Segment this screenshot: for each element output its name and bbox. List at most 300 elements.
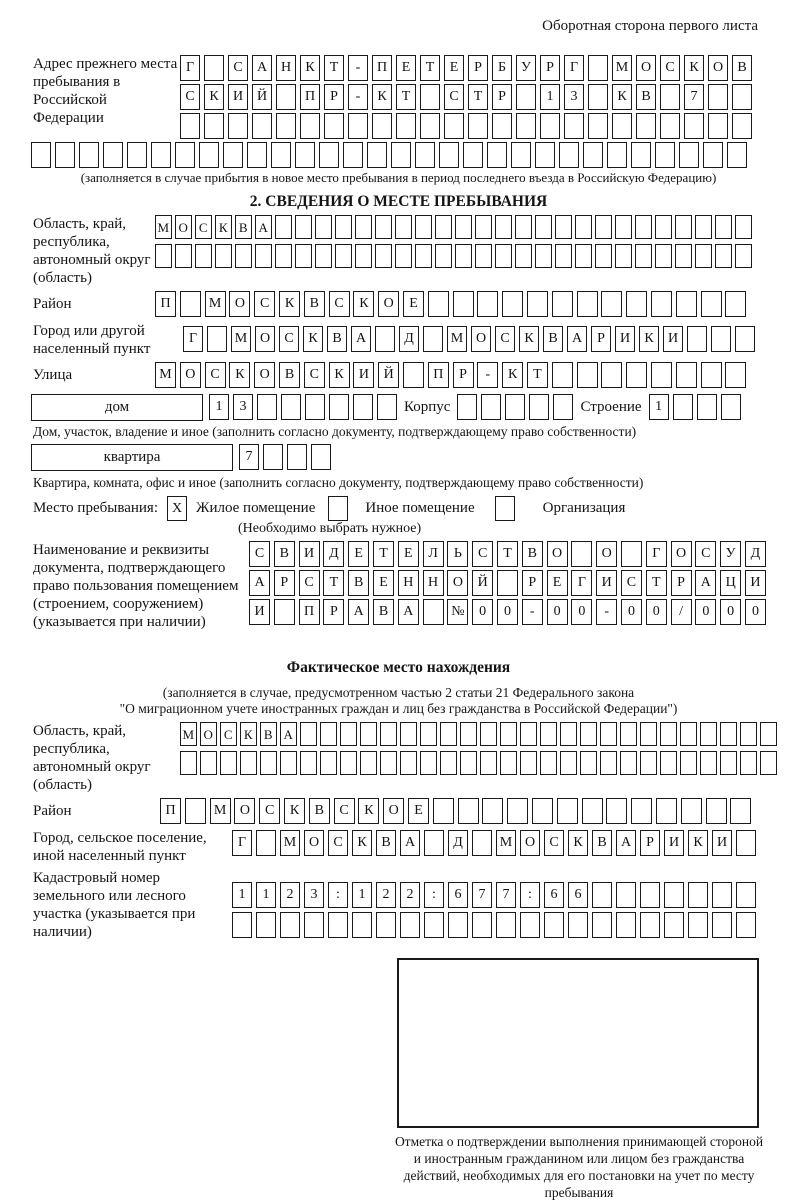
char-cell[interactable]: О bbox=[471, 326, 491, 352]
char-cell[interactable] bbox=[571, 541, 592, 567]
char-cell[interactable]: И bbox=[596, 570, 617, 596]
char-cell[interactable] bbox=[204, 55, 224, 81]
char-cell[interactable] bbox=[375, 326, 395, 352]
char-cell[interactable] bbox=[515, 244, 532, 268]
char-cell[interactable] bbox=[592, 912, 612, 938]
char-cell[interactable] bbox=[516, 84, 536, 110]
char-cell[interactable]: С bbox=[228, 55, 248, 81]
char-cell[interactable] bbox=[472, 912, 492, 938]
char-cell[interactable] bbox=[535, 215, 552, 239]
char-cell[interactable]: М bbox=[496, 830, 516, 856]
char-cell[interactable] bbox=[511, 142, 531, 168]
char-cell[interactable] bbox=[457, 394, 477, 420]
char-cell[interactable] bbox=[276, 84, 296, 110]
char-cell[interactable] bbox=[582, 798, 603, 824]
char-cell[interactable] bbox=[433, 798, 454, 824]
char-cell[interactable]: Р bbox=[323, 599, 344, 625]
char-cell[interactable]: Е bbox=[373, 570, 394, 596]
char-cell[interactable] bbox=[257, 394, 277, 420]
char-cell[interactable] bbox=[232, 912, 252, 938]
char-cell[interactable]: 3 bbox=[564, 84, 584, 110]
char-cell[interactable] bbox=[223, 142, 243, 168]
char-cell[interactable] bbox=[711, 326, 731, 352]
char-cell[interactable]: 3 bbox=[304, 882, 324, 908]
char-cell[interactable] bbox=[636, 113, 656, 139]
char-cell[interactable]: О bbox=[180, 362, 201, 388]
char-cell[interactable]: О bbox=[447, 570, 468, 596]
char-cell[interactable]: - bbox=[477, 362, 498, 388]
char-cell[interactable] bbox=[391, 142, 411, 168]
char-cell[interactable]: С bbox=[472, 541, 493, 567]
char-cell[interactable] bbox=[760, 722, 777, 746]
char-cell[interactable] bbox=[688, 912, 708, 938]
char-cell[interactable]: А bbox=[348, 599, 369, 625]
char-cell[interactable] bbox=[577, 291, 598, 317]
char-cell[interactable]: Т bbox=[373, 541, 394, 567]
char-cell[interactable]: 0 bbox=[621, 599, 642, 625]
char-cell[interactable] bbox=[480, 722, 497, 746]
char-cell[interactable] bbox=[355, 244, 372, 268]
char-cell[interactable]: К bbox=[240, 722, 257, 746]
char-cell[interactable] bbox=[420, 113, 440, 139]
char-cell[interactable] bbox=[588, 55, 608, 81]
char-cell[interactable] bbox=[280, 751, 297, 775]
char-cell[interactable] bbox=[676, 291, 697, 317]
char-cell[interactable]: С bbox=[621, 570, 642, 596]
char-cell[interactable]: А bbox=[351, 326, 371, 352]
char-cell[interactable]: В bbox=[522, 541, 543, 567]
char-cell[interactable]: Г bbox=[646, 541, 667, 567]
char-cell[interactable] bbox=[377, 394, 397, 420]
char-cell[interactable]: 2 bbox=[376, 882, 396, 908]
char-cell[interactable]: С bbox=[544, 830, 564, 856]
char-cell[interactable] bbox=[439, 142, 459, 168]
char-cell[interactable]: Д bbox=[399, 326, 419, 352]
char-cell[interactable]: В bbox=[327, 326, 347, 352]
char-cell[interactable] bbox=[631, 798, 652, 824]
char-cell[interactable] bbox=[240, 751, 257, 775]
char-cell[interactable] bbox=[560, 751, 577, 775]
char-cell[interactable]: А bbox=[567, 326, 587, 352]
char-cell[interactable]: С bbox=[495, 326, 515, 352]
char-cell[interactable]: Е bbox=[403, 291, 424, 317]
char-cell[interactable] bbox=[453, 291, 474, 317]
char-cell[interactable]: В bbox=[279, 362, 300, 388]
char-cell[interactable]: Г bbox=[571, 570, 592, 596]
char-cell[interactable]: Ь bbox=[447, 541, 468, 567]
char-cell[interactable]: О bbox=[255, 326, 275, 352]
char-cell[interactable] bbox=[304, 912, 324, 938]
char-cell[interactable]: А bbox=[252, 55, 272, 81]
char-cell[interactable] bbox=[575, 244, 592, 268]
char-cell[interactable]: К bbox=[284, 798, 305, 824]
char-cell[interactable]: Т bbox=[497, 541, 518, 567]
char-cell[interactable] bbox=[495, 215, 512, 239]
char-cell[interactable]: М bbox=[231, 326, 251, 352]
char-cell[interactable] bbox=[460, 722, 477, 746]
char-cell[interactable] bbox=[200, 751, 217, 775]
char-cell[interactable] bbox=[708, 113, 728, 139]
char-cell[interactable] bbox=[721, 394, 741, 420]
char-cell[interactable] bbox=[676, 362, 697, 388]
char-cell[interactable] bbox=[375, 215, 392, 239]
char-cell[interactable]: 7 bbox=[239, 444, 259, 470]
char-cell[interactable]: М bbox=[447, 326, 467, 352]
char-cell[interactable] bbox=[675, 215, 692, 239]
char-cell[interactable] bbox=[180, 751, 197, 775]
char-cell[interactable] bbox=[335, 215, 352, 239]
char-cell[interactable] bbox=[660, 84, 680, 110]
char-cell[interactable]: И bbox=[663, 326, 683, 352]
char-cell[interactable]: С bbox=[220, 722, 237, 746]
char-cell[interactable] bbox=[701, 362, 722, 388]
char-cell[interactable] bbox=[631, 142, 651, 168]
char-cell[interactable]: М bbox=[210, 798, 231, 824]
char-cell[interactable]: К bbox=[568, 830, 588, 856]
char-cell[interactable] bbox=[679, 142, 699, 168]
char-cell[interactable]: К bbox=[279, 291, 300, 317]
char-cell[interactable]: К bbox=[684, 55, 704, 81]
char-cell[interactable] bbox=[495, 244, 512, 268]
char-cell[interactable] bbox=[444, 113, 464, 139]
char-cell[interactable] bbox=[31, 142, 51, 168]
char-cell[interactable]: А bbox=[616, 830, 636, 856]
char-cell[interactable]: 1 bbox=[256, 882, 276, 908]
char-cell[interactable] bbox=[635, 244, 652, 268]
char-cell[interactable] bbox=[199, 142, 219, 168]
char-cell[interactable] bbox=[343, 142, 363, 168]
char-cell[interactable]: П bbox=[428, 362, 449, 388]
char-cell[interactable] bbox=[400, 751, 417, 775]
char-cell[interactable] bbox=[606, 798, 627, 824]
char-cell[interactable] bbox=[403, 362, 424, 388]
char-cell[interactable]: Й bbox=[472, 570, 493, 596]
char-cell[interactable]: О bbox=[229, 291, 250, 317]
char-cell[interactable]: Д bbox=[448, 830, 468, 856]
char-cell[interactable]: К bbox=[353, 291, 374, 317]
char-cell[interactable]: А bbox=[695, 570, 716, 596]
char-cell[interactable]: Е bbox=[408, 798, 429, 824]
char-cell[interactable]: С bbox=[304, 362, 325, 388]
char-cell[interactable]: Р bbox=[324, 84, 344, 110]
char-cell[interactable] bbox=[274, 599, 295, 625]
char-cell[interactable]: К bbox=[229, 362, 250, 388]
char-cell[interactable]: Е bbox=[348, 541, 369, 567]
char-cell[interactable]: С bbox=[254, 291, 275, 317]
char-cell[interactable]: Т bbox=[527, 362, 548, 388]
char-cell[interactable] bbox=[592, 882, 612, 908]
char-cell[interactable]: Г bbox=[183, 326, 203, 352]
char-cell[interactable]: Р bbox=[591, 326, 611, 352]
char-cell[interactable] bbox=[620, 722, 637, 746]
char-cell[interactable]: С bbox=[328, 830, 348, 856]
char-cell[interactable]: И bbox=[615, 326, 635, 352]
char-cell[interactable] bbox=[560, 722, 577, 746]
char-cell[interactable] bbox=[256, 830, 276, 856]
char-cell[interactable] bbox=[295, 142, 315, 168]
char-cell[interactable] bbox=[305, 394, 325, 420]
char-cell[interactable] bbox=[651, 291, 672, 317]
char-cell[interactable]: О bbox=[304, 830, 324, 856]
char-cell[interactable] bbox=[424, 830, 444, 856]
char-cell[interactable] bbox=[559, 142, 579, 168]
char-cell[interactable] bbox=[760, 751, 777, 775]
char-cell[interactable]: О bbox=[254, 362, 275, 388]
char-cell[interactable]: О bbox=[671, 541, 692, 567]
char-cell[interactable] bbox=[730, 798, 751, 824]
char-cell[interactable] bbox=[507, 798, 528, 824]
char-cell[interactable] bbox=[502, 291, 523, 317]
char-cell[interactable] bbox=[727, 142, 747, 168]
char-cell[interactable]: М bbox=[155, 362, 176, 388]
char-cell[interactable]: С bbox=[695, 541, 716, 567]
char-cell[interactable] bbox=[395, 244, 412, 268]
char-cell[interactable]: 1 bbox=[352, 882, 372, 908]
char-cell[interactable]: М bbox=[280, 830, 300, 856]
char-cell[interactable]: Й bbox=[378, 362, 399, 388]
char-cell[interactable] bbox=[424, 912, 444, 938]
char-cell[interactable]: И bbox=[712, 830, 732, 856]
char-cell[interactable]: П bbox=[300, 84, 320, 110]
char-cell[interactable]: Р bbox=[274, 570, 295, 596]
char-cell[interactable]: Т bbox=[396, 84, 416, 110]
char-cell[interactable] bbox=[440, 722, 457, 746]
char-cell[interactable]: К bbox=[639, 326, 659, 352]
char-cell[interactable] bbox=[700, 751, 717, 775]
char-cell[interactable]: 2 bbox=[400, 882, 420, 908]
char-cell[interactable] bbox=[740, 722, 757, 746]
char-cell[interactable]: Н bbox=[276, 55, 296, 81]
char-cell[interactable] bbox=[635, 215, 652, 239]
char-cell[interactable]: Г bbox=[232, 830, 252, 856]
char-cell[interactable] bbox=[735, 215, 752, 239]
char-cell[interactable] bbox=[482, 798, 503, 824]
char-cell[interactable]: 0 bbox=[497, 599, 518, 625]
char-cell[interactable]: И bbox=[299, 541, 320, 567]
char-cell[interactable] bbox=[520, 751, 537, 775]
char-cell[interactable] bbox=[492, 113, 512, 139]
char-cell[interactable] bbox=[600, 751, 617, 775]
char-cell[interactable] bbox=[428, 291, 449, 317]
char-cell[interactable]: 1 bbox=[540, 84, 560, 110]
char-cell[interactable] bbox=[185, 798, 206, 824]
char-cell[interactable]: В bbox=[636, 84, 656, 110]
char-cell[interactable] bbox=[380, 751, 397, 775]
char-cell[interactable]: 0 bbox=[695, 599, 716, 625]
char-cell[interactable]: Д bbox=[745, 541, 766, 567]
char-cell[interactable]: О bbox=[175, 215, 192, 239]
char-cell[interactable] bbox=[415, 244, 432, 268]
char-cell[interactable] bbox=[287, 444, 307, 470]
checkbox-organization[interactable] bbox=[495, 496, 515, 521]
char-cell[interactable] bbox=[420, 751, 437, 775]
char-cell[interactable]: Н bbox=[398, 570, 419, 596]
char-cell[interactable]: Т bbox=[323, 570, 344, 596]
char-cell[interactable] bbox=[736, 830, 756, 856]
char-cell[interactable] bbox=[180, 291, 201, 317]
char-cell[interactable] bbox=[367, 142, 387, 168]
char-cell[interactable] bbox=[712, 912, 732, 938]
char-cell[interactable] bbox=[480, 751, 497, 775]
char-cell[interactable] bbox=[335, 244, 352, 268]
char-cell[interactable] bbox=[612, 113, 632, 139]
char-cell[interactable]: О bbox=[708, 55, 728, 81]
char-cell[interactable]: К bbox=[352, 830, 372, 856]
char-cell[interactable] bbox=[535, 244, 552, 268]
char-cell[interactable] bbox=[540, 113, 560, 139]
char-cell[interactable] bbox=[300, 113, 320, 139]
char-cell[interactable] bbox=[468, 113, 488, 139]
char-cell[interactable] bbox=[529, 394, 549, 420]
char-cell[interactable] bbox=[460, 751, 477, 775]
char-cell[interactable]: 0 bbox=[472, 599, 493, 625]
char-cell[interactable] bbox=[552, 362, 573, 388]
char-cell[interactable] bbox=[497, 570, 518, 596]
char-cell[interactable] bbox=[595, 215, 612, 239]
char-cell[interactable]: 1 bbox=[232, 882, 252, 908]
char-cell[interactable]: Е bbox=[444, 55, 464, 81]
char-cell[interactable]: М bbox=[612, 55, 632, 81]
char-cell[interactable]: 0 bbox=[646, 599, 667, 625]
char-cell[interactable] bbox=[715, 244, 732, 268]
char-cell[interactable]: Р bbox=[468, 55, 488, 81]
char-cell[interactable]: В bbox=[376, 830, 396, 856]
checkbox-residential[interactable]: X bbox=[167, 496, 187, 521]
char-cell[interactable] bbox=[340, 751, 357, 775]
char-cell[interactable] bbox=[500, 722, 517, 746]
char-cell[interactable]: П bbox=[299, 599, 320, 625]
char-cell[interactable]: В bbox=[274, 541, 295, 567]
char-cell[interactable]: Т bbox=[646, 570, 667, 596]
char-cell[interactable] bbox=[688, 882, 708, 908]
char-cell[interactable]: О bbox=[596, 541, 617, 567]
char-cell[interactable] bbox=[681, 798, 702, 824]
char-cell[interactable] bbox=[295, 215, 312, 239]
char-cell[interactable]: 0 bbox=[745, 599, 766, 625]
char-cell[interactable]: В bbox=[309, 798, 330, 824]
char-cell[interactable] bbox=[601, 362, 622, 388]
char-cell[interactable]: А bbox=[398, 599, 419, 625]
char-cell[interactable] bbox=[735, 244, 752, 268]
char-cell[interactable] bbox=[720, 722, 737, 746]
char-cell[interactable]: И bbox=[745, 570, 766, 596]
char-cell[interactable] bbox=[740, 751, 757, 775]
char-cell[interactable]: А bbox=[255, 215, 272, 239]
char-cell[interactable]: А bbox=[249, 570, 270, 596]
char-cell[interactable] bbox=[540, 751, 557, 775]
char-cell[interactable]: Г bbox=[564, 55, 584, 81]
char-cell[interactable]: / bbox=[671, 599, 692, 625]
char-cell[interactable]: К bbox=[502, 362, 523, 388]
char-cell[interactable]: : bbox=[328, 882, 348, 908]
char-cell[interactable] bbox=[703, 142, 723, 168]
char-cell[interactable] bbox=[155, 244, 172, 268]
char-cell[interactable] bbox=[415, 142, 435, 168]
char-cell[interactable] bbox=[695, 215, 712, 239]
char-cell[interactable] bbox=[555, 215, 572, 239]
char-cell[interactable] bbox=[255, 244, 272, 268]
char-cell[interactable] bbox=[520, 722, 537, 746]
char-cell[interactable] bbox=[127, 142, 147, 168]
char-cell[interactable]: К bbox=[215, 215, 232, 239]
char-cell[interactable]: О bbox=[383, 798, 404, 824]
char-cell[interactable] bbox=[655, 215, 672, 239]
char-cell[interactable] bbox=[540, 722, 557, 746]
char-cell[interactable] bbox=[580, 751, 597, 775]
char-cell[interactable] bbox=[151, 142, 171, 168]
char-cell[interactable]: 6 bbox=[544, 882, 564, 908]
char-cell[interactable]: 7 bbox=[684, 84, 704, 110]
char-cell[interactable] bbox=[372, 113, 392, 139]
char-cell[interactable] bbox=[79, 142, 99, 168]
char-cell[interactable] bbox=[263, 444, 283, 470]
char-cell[interactable] bbox=[395, 215, 412, 239]
char-cell[interactable] bbox=[660, 722, 677, 746]
char-cell[interactable] bbox=[435, 215, 452, 239]
char-cell[interactable] bbox=[477, 291, 498, 317]
char-cell[interactable] bbox=[400, 722, 417, 746]
char-cell[interactable] bbox=[463, 142, 483, 168]
char-cell[interactable] bbox=[324, 113, 344, 139]
char-cell[interactable] bbox=[276, 113, 296, 139]
char-cell[interactable] bbox=[706, 798, 727, 824]
char-cell[interactable] bbox=[396, 113, 416, 139]
char-cell[interactable]: Б bbox=[492, 55, 512, 81]
char-cell[interactable] bbox=[616, 912, 636, 938]
char-cell[interactable] bbox=[348, 113, 368, 139]
char-cell[interactable]: М bbox=[155, 215, 172, 239]
char-cell[interactable]: 7 bbox=[472, 882, 492, 908]
char-cell[interactable] bbox=[664, 912, 684, 938]
char-cell[interactable] bbox=[620, 751, 637, 775]
char-cell[interactable] bbox=[455, 244, 472, 268]
char-cell[interactable]: С bbox=[329, 291, 350, 317]
char-cell[interactable] bbox=[655, 142, 675, 168]
char-cell[interactable] bbox=[568, 912, 588, 938]
char-cell[interactable]: № bbox=[447, 599, 468, 625]
char-cell[interactable] bbox=[300, 751, 317, 775]
char-cell[interactable] bbox=[735, 326, 755, 352]
char-cell[interactable] bbox=[481, 394, 501, 420]
char-cell[interactable]: С bbox=[660, 55, 680, 81]
char-cell[interactable] bbox=[340, 722, 357, 746]
char-cell[interactable]: 0 bbox=[571, 599, 592, 625]
char-cell[interactable] bbox=[252, 113, 272, 139]
char-cell[interactable] bbox=[440, 751, 457, 775]
char-cell[interactable] bbox=[535, 142, 555, 168]
char-cell[interactable] bbox=[353, 394, 373, 420]
char-cell[interactable]: : bbox=[520, 882, 540, 908]
char-cell[interactable] bbox=[180, 113, 200, 139]
char-cell[interactable]: В bbox=[304, 291, 325, 317]
char-cell[interactable]: И bbox=[353, 362, 374, 388]
char-cell[interactable] bbox=[527, 291, 548, 317]
checkbox-other-premises[interactable] bbox=[328, 496, 348, 521]
char-cell[interactable]: А bbox=[400, 830, 420, 856]
char-cell[interactable]: П bbox=[160, 798, 181, 824]
char-cell[interactable] bbox=[651, 362, 672, 388]
char-cell[interactable] bbox=[458, 798, 479, 824]
char-cell[interactable]: Е bbox=[547, 570, 568, 596]
char-cell[interactable]: С bbox=[279, 326, 299, 352]
char-cell[interactable] bbox=[103, 142, 123, 168]
char-cell[interactable]: : bbox=[424, 882, 444, 908]
char-cell[interactable] bbox=[595, 244, 612, 268]
char-cell[interactable] bbox=[564, 113, 584, 139]
char-cell[interactable] bbox=[675, 244, 692, 268]
char-cell[interactable]: Г bbox=[180, 55, 200, 81]
char-cell[interactable] bbox=[621, 541, 642, 567]
